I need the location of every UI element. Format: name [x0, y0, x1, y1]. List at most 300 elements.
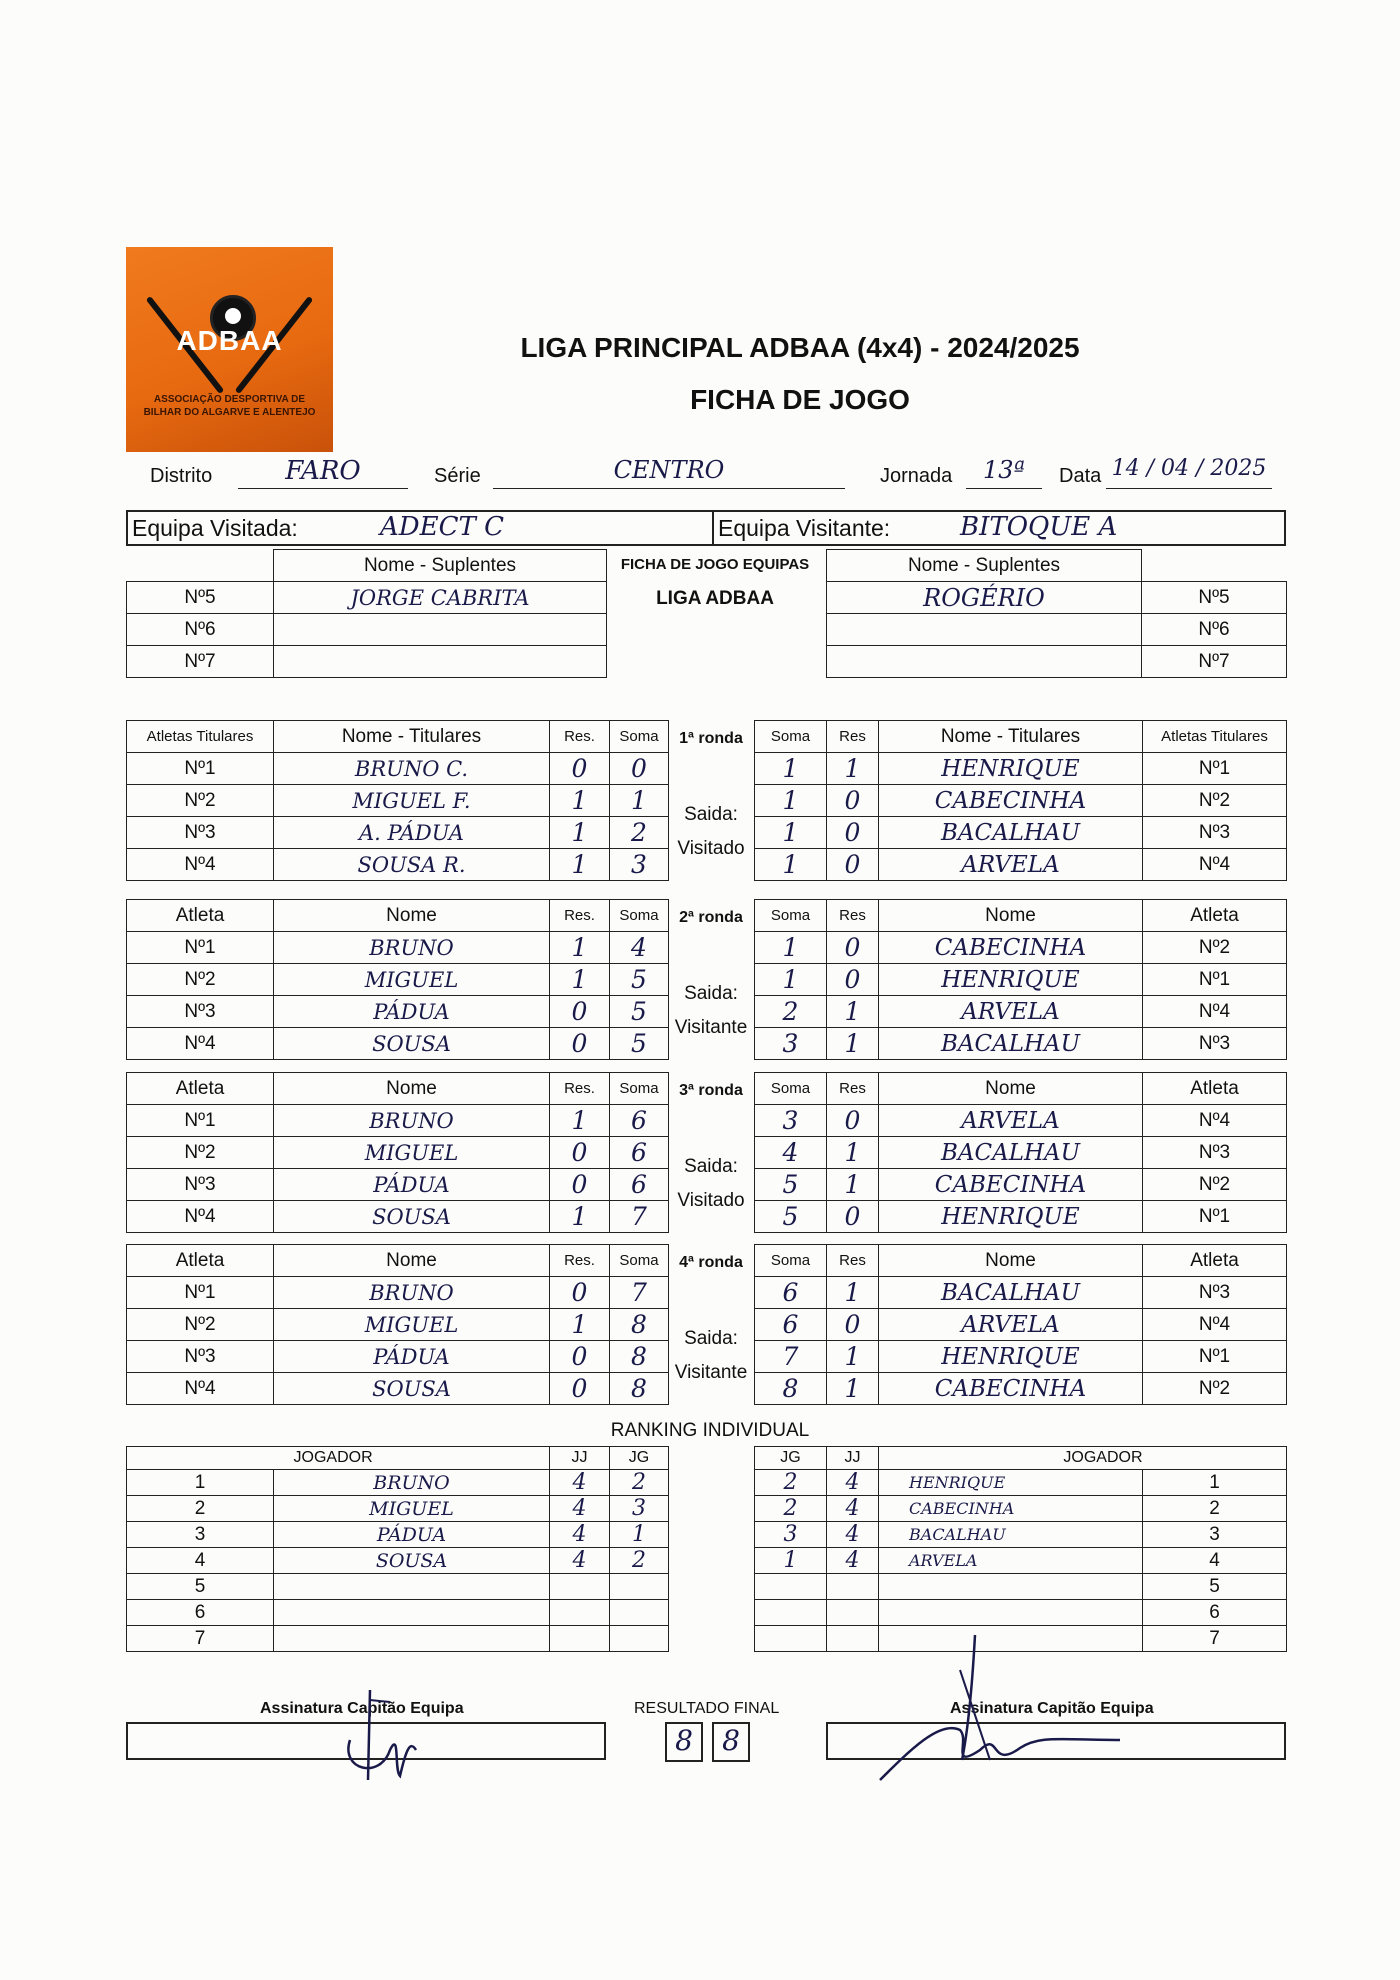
soma-cell[interactable]: 1 [755, 753, 827, 785]
rank-position: 4 [127, 1548, 274, 1574]
soma-cell[interactable]: 1 [755, 964, 827, 996]
rank-jg[interactable] [610, 1600, 669, 1626]
ranking-jj-header: JJ [827, 1447, 879, 1470]
visitante-label: Equipa Visitante: [718, 515, 891, 541]
suplentes-header: Nome - Suplentes [827, 550, 1142, 582]
athlete-number: Nº4 [1143, 1309, 1287, 1341]
soma-cell[interactable]: 1 [755, 932, 827, 964]
col-nome-header: Nome - Titulares [274, 721, 550, 753]
logo-name: ADBAA [176, 325, 283, 356]
athlete-number: Nº1 [1143, 1201, 1287, 1233]
col-res-header: Res [827, 900, 879, 932]
res-cell[interactable]: 1 [827, 1137, 879, 1169]
col-soma-header: Soma [755, 900, 827, 932]
col-soma-header: Soma [610, 900, 669, 932]
col-atleta-header: Atleta [1143, 1073, 1287, 1105]
athlete-number: Nº1 [1143, 753, 1287, 785]
table-row [755, 1169, 1287, 1201]
col-atleta-header: Atleta [127, 1073, 274, 1105]
res-cell[interactable]: 1 [827, 1373, 879, 1405]
col-nome-header: Nome [274, 1073, 550, 1105]
rank-jj[interactable]: 4 [827, 1522, 879, 1548]
rank-jj[interactable]: 4 [827, 1496, 879, 1522]
rank-position: 5 [1143, 1574, 1287, 1600]
athlete-number: Nº1 [1143, 1341, 1287, 1373]
soma-cell[interactable]: 2 [610, 817, 669, 849]
athlete-number: Nº2 [1143, 1169, 1287, 1201]
rank-jj[interactable] [827, 1574, 879, 1600]
rank-name[interactable]: BRUNO [274, 1470, 550, 1496]
athlete-name[interactable]: ARVELA [879, 1105, 1143, 1137]
athlete-name[interactable]: CABECINHA [879, 1169, 1143, 1201]
suplentes-header: Nome - Suplentes [274, 550, 607, 582]
athlete-number: Nº4 [1143, 849, 1287, 881]
round-away-table [754, 899, 1287, 1060]
table-row [755, 1105, 1287, 1137]
res-cell[interactable]: 1 [827, 1277, 879, 1309]
table-row [755, 785, 1287, 817]
table-row [755, 849, 1287, 881]
athlete-number: Nº3 [127, 1341, 274, 1373]
table-row [127, 1341, 669, 1373]
table-row [127, 1137, 669, 1169]
rank-jg[interactable]: 3 [755, 1522, 827, 1548]
table-row [127, 753, 669, 785]
soma-cell[interactable]: 2 [755, 996, 827, 1028]
rank-name[interactable] [274, 1574, 550, 1600]
sup-num: Nº5 [127, 582, 274, 614]
col-res-header: Res. [550, 900, 610, 932]
athlete-name[interactable]: HENRIQUE [879, 1341, 1143, 1373]
soma-cell[interactable]: 3 [755, 1105, 827, 1137]
soma-cell[interactable]: 3 [755, 1028, 827, 1060]
athlete-name[interactable]: BRUNO C. [274, 753, 550, 785]
jornada-label: Jornada [880, 465, 953, 487]
table-row [127, 1600, 669, 1626]
rank-jg[interactable] [755, 1600, 827, 1626]
col-soma-header: Soma [610, 1073, 669, 1105]
result-home: 8 [675, 1724, 693, 1757]
sup-num: Nº6 [127, 614, 274, 646]
page-title: LIGA PRINCIPAL ADBAA (4x4) - 2024/2025 [520, 332, 1080, 363]
sup-away-name[interactable] [827, 614, 1142, 646]
athlete-number: Nº2 [127, 1309, 274, 1341]
sup-away-name[interactable]: ROGÉRIO [827, 582, 1142, 614]
date-field[interactable]: 14 / 04 / 2025 [1106, 456, 1272, 489]
athlete-number: Nº3 [127, 817, 274, 849]
ranking-jogador-header: JOGADOR [274, 1447, 550, 1470]
visitante-team[interactable]: BITOQUE A [960, 512, 1118, 542]
res-cell[interactable]: 0 [550, 753, 610, 785]
res-cell[interactable]: 1 [827, 1169, 879, 1201]
distrito-field[interactable]: FARO [238, 456, 408, 489]
col-soma-header: Soma [755, 1073, 827, 1105]
athlete-name[interactable]: MIGUEL [274, 1309, 550, 1341]
logo-subtitle: ASSOCIAÇÃO DESPORTIVA DE BILHAR DO ALGARVE E ALENTEJO [143, 394, 316, 418]
rank-name[interactable] [274, 1600, 550, 1626]
soma-cell[interactable]: 1 [755, 817, 827, 849]
table-row [127, 1470, 669, 1496]
athlete-number: Nº4 [127, 1028, 274, 1060]
res-cell[interactable]: 0 [550, 1028, 610, 1060]
suplentes-home-table [126, 549, 607, 678]
round-label: 1ª ronda [679, 730, 743, 747]
table-row [755, 932, 1287, 964]
rank-name[interactable]: HENRIQUE [879, 1470, 1143, 1496]
table-row [755, 1574, 1287, 1600]
athlete-name[interactable]: CABECINHA [879, 785, 1143, 817]
athlete-name[interactable]: BACALHAU [879, 1028, 1143, 1060]
athlete-name[interactable]: SOUSA [274, 1201, 550, 1233]
sup-home-name[interactable]: JORGE CABRITA [274, 582, 607, 614]
athlete-name[interactable]: BRUNO [274, 1277, 550, 1309]
table-row [755, 1522, 1287, 1548]
rank-jj[interactable] [550, 1600, 610, 1626]
table-row [755, 964, 1287, 996]
rank-jj[interactable]: 4 [827, 1548, 879, 1574]
table-row [755, 1548, 1287, 1574]
athlete-number: Nº1 [127, 753, 274, 785]
jornada-field[interactable]: 13ª [966, 456, 1042, 489]
res-cell[interactable]: 0 [827, 932, 879, 964]
ranking-jj-header: JJ [550, 1447, 610, 1470]
table-row [127, 996, 669, 1028]
round-label: 4ª ronda [679, 1254, 743, 1271]
soma-cell[interactable]: 7 [610, 1201, 669, 1233]
athlete-number: Nº3 [127, 1169, 274, 1201]
table-row [127, 1105, 669, 1137]
rank-position: 2 [1143, 1496, 1287, 1522]
athlete-name[interactable]: PÁDUA [274, 1341, 550, 1373]
athlete-name[interactable]: ARVELA [879, 1309, 1143, 1341]
res-cell[interactable]: 1 [550, 849, 610, 881]
col-res-header: Res [827, 1073, 879, 1105]
result-home-box[interactable] [665, 1722, 703, 1762]
col-atleta-header: Atleta [127, 1245, 274, 1277]
athlete-name[interactable]: ARVELA [879, 996, 1143, 1028]
athlete-name[interactable]: PÁDUA [274, 996, 550, 1028]
soma-cell[interactable]: 8 [610, 1341, 669, 1373]
rank-jg[interactable]: 2 [610, 1548, 669, 1574]
rank-jg[interactable] [610, 1574, 669, 1600]
table-row [127, 1574, 669, 1600]
soma-cell[interactable]: 7 [610, 1277, 669, 1309]
table-row [755, 1277, 1287, 1309]
saida-value: Visitante [674, 1362, 748, 1383]
athlete-name[interactable]: MIGUEL [274, 1137, 550, 1169]
athlete-number: Nº1 [127, 1105, 274, 1137]
col-atleta-header: Atleta [1143, 900, 1287, 932]
table-row [127, 1626, 669, 1652]
athlete-name[interactable]: HENRIQUE [879, 964, 1143, 996]
athlete-number: Nº4 [127, 849, 274, 881]
res-cell[interactable]: 0 [827, 785, 879, 817]
athlete-number: Nº2 [127, 1137, 274, 1169]
signature-right [850, 1630, 1130, 1790]
athlete-name[interactable]: MIGUEL [274, 964, 550, 996]
rank-jg[interactable] [755, 1626, 827, 1652]
table-row [127, 1373, 669, 1405]
sup-num: Nº6 [1142, 614, 1287, 646]
rank-name[interactable] [879, 1574, 1143, 1600]
table-row [755, 1600, 1287, 1626]
athlete-number: Nº2 [127, 964, 274, 996]
athlete-name[interactable]: CABECINHA [879, 1373, 1143, 1405]
soma-cell[interactable]: 5 [610, 1028, 669, 1060]
athlete-name[interactable]: BRUNO [274, 1105, 550, 1137]
round-home-table [126, 720, 669, 881]
athlete-name[interactable]: BACALHAU [879, 817, 1143, 849]
rank-jg[interactable]: 3 [610, 1496, 669, 1522]
soma-cell[interactable]: 4 [610, 932, 669, 964]
soma-cell[interactable]: 6 [755, 1277, 827, 1309]
soma-cell[interactable]: 6 [610, 1169, 669, 1201]
adbaa-logo [126, 247, 333, 452]
round-home-table [126, 899, 669, 1060]
athlete-name[interactable]: BACALHAU [879, 1277, 1143, 1309]
rank-jg[interactable]: 2 [755, 1496, 827, 1522]
res-cell[interactable]: 1 [550, 817, 610, 849]
athlete-name[interactable]: ARVELA [879, 849, 1143, 881]
athlete-number: Nº1 [1143, 964, 1287, 996]
sup-home-name[interactable] [274, 646, 607, 678]
athlete-number: Nº3 [1143, 817, 1287, 849]
sup-num: Nº7 [127, 646, 274, 678]
table-row [755, 1496, 1287, 1522]
round-home-table [126, 1072, 669, 1233]
rank-jj[interactable] [550, 1574, 610, 1600]
res-cell[interactable]: 0 [550, 1277, 610, 1309]
col-nome-header: Nome [274, 900, 550, 932]
rank-name[interactable]: BACALHAU [879, 1522, 1143, 1548]
sig-left-label: Assinatura Capitão Equipa [260, 1700, 464, 1717]
visitada-label: Equipa Visitada: [132, 515, 298, 541]
sup-num: Nº7 [1142, 646, 1287, 678]
athlete-name[interactable]: MIGUEL F. [274, 785, 550, 817]
col-res-header: Res. [550, 1245, 610, 1277]
table-row [755, 1373, 1287, 1405]
athlete-number: Nº2 [1143, 1373, 1287, 1405]
table-row [127, 1277, 669, 1309]
rank-jg[interactable]: 2 [610, 1470, 669, 1496]
res-cell[interactable]: 1 [550, 964, 610, 996]
rank-jj[interactable] [550, 1626, 610, 1652]
athlete-name[interactable]: BACALHAU [879, 1137, 1143, 1169]
athlete-number: Nº1 [127, 932, 274, 964]
table-row [127, 1201, 669, 1233]
rank-name[interactable]: MIGUEL [274, 1496, 550, 1522]
rank-position: 3 [127, 1522, 274, 1548]
res-cell[interactable]: 0 [550, 996, 610, 1028]
rank-jj[interactable]: 4 [550, 1548, 610, 1574]
soma-cell[interactable]: 1 [755, 785, 827, 817]
athlete-name[interactable]: SOUSA R. [274, 849, 550, 881]
col-nome-header: Nome [879, 900, 1143, 932]
soma-cell[interactable]: 0 [610, 753, 669, 785]
res-cell[interactable]: 0 [550, 1373, 610, 1405]
ranking-jogador-header: JOGADOR [879, 1447, 1143, 1470]
soma-cell[interactable]: 7 [755, 1341, 827, 1373]
rank-position: 1 [127, 1470, 274, 1496]
res-cell[interactable]: 1 [827, 1341, 879, 1373]
rank-jj[interactable]: 4 [550, 1496, 610, 1522]
res-cell[interactable]: 1 [550, 785, 610, 817]
athlete-number: Nº4 [127, 1201, 274, 1233]
teams-divider [712, 510, 714, 546]
table-row [127, 817, 669, 849]
rank-position: 2 [127, 1496, 274, 1522]
rank-name[interactable]: CABECINHA [879, 1496, 1143, 1522]
res-cell[interactable]: 1 [827, 1028, 879, 1060]
rank-jj[interactable]: 4 [550, 1522, 610, 1548]
res-cell[interactable]: 1 [550, 1105, 610, 1137]
round-away-table [754, 1244, 1287, 1405]
result-label: RESULTADO FINAL [634, 1700, 780, 1717]
table-row [127, 1522, 669, 1548]
col-soma-header: Soma [610, 1245, 669, 1277]
soma-cell[interactable]: 3 [610, 849, 669, 881]
ranking-jg-header: JG [755, 1447, 827, 1470]
sup-home-name[interactable] [274, 614, 607, 646]
soma-cell[interactable]: 8 [610, 1309, 669, 1341]
res-cell[interactable]: 0 [827, 1309, 879, 1341]
table-row [755, 753, 1287, 785]
round-label: 2ª ronda [679, 909, 743, 926]
athlete-name[interactable]: SOUSA [274, 1373, 550, 1405]
saida-value: Visitante [674, 1017, 748, 1038]
athlete-number: Nº4 [1143, 1105, 1287, 1137]
table-row [755, 1470, 1287, 1496]
rank-jg[interactable]: 1 [755, 1548, 827, 1574]
res-cell[interactable]: 0 [550, 1341, 610, 1373]
athlete-name[interactable]: A. PÁDUA [274, 817, 550, 849]
center-sub: LIGA ADBAA [656, 588, 774, 609]
round-home-table [126, 1244, 669, 1405]
res-cell[interactable]: 1 [550, 1309, 610, 1341]
col-soma-header: Soma [755, 1245, 827, 1277]
athlete-number: Nº3 [1143, 1277, 1287, 1309]
res-cell[interactable]: 1 [550, 1201, 610, 1233]
soma-cell[interactable]: 4 [755, 1137, 827, 1169]
ranking-jg-header: JG [610, 1447, 669, 1470]
athlete-number: Nº2 [1143, 932, 1287, 964]
soma-cell[interactable]: 6 [755, 1309, 827, 1341]
athlete-name[interactable]: CABECINHA [879, 932, 1143, 964]
res-cell[interactable]: 0 [550, 1169, 610, 1201]
res-cell[interactable]: 1 [827, 996, 879, 1028]
res-cell[interactable]: 0 [827, 849, 879, 881]
soma-cell[interactable]: 5 [755, 1169, 827, 1201]
table-row [127, 1028, 669, 1060]
res-cell[interactable]: 0 [827, 817, 879, 849]
res-cell[interactable]: 1 [827, 753, 879, 785]
table-row [127, 849, 669, 881]
rank-jj[interactable]: 4 [827, 1470, 879, 1496]
result-away: 8 [722, 1724, 740, 1757]
sup-away-name[interactable] [827, 646, 1142, 678]
round-away-table [754, 1072, 1287, 1233]
rank-jj[interactable] [827, 1600, 879, 1626]
res-cell[interactable]: 0 [827, 964, 879, 996]
soma-cell[interactable]: 6 [610, 1137, 669, 1169]
res-cell[interactable]: 1 [550, 932, 610, 964]
soma-cell[interactable]: 1 [755, 849, 827, 881]
soma-cell[interactable]: 5 [755, 1201, 827, 1233]
serie-label: Série [434, 465, 481, 487]
signature-left [330, 1680, 450, 1790]
rank-jg[interactable]: 2 [755, 1470, 827, 1496]
col-res-header: Res. [550, 1073, 610, 1105]
soma-cell[interactable]: 1 [610, 785, 669, 817]
athlete-number: Nº1 [127, 1277, 274, 1309]
rank-name[interactable] [274, 1626, 550, 1652]
athlete-number: Nº4 [127, 1373, 274, 1405]
table-row [755, 1137, 1287, 1169]
serie-field[interactable]: CENTRO [493, 456, 845, 489]
table-row [127, 1496, 669, 1522]
table-row [755, 996, 1287, 1028]
ranking-title: RANKING INDIVIDUAL [610, 1420, 810, 1441]
rank-position: 3 [1143, 1522, 1287, 1548]
rank-position: 1 [1143, 1470, 1287, 1496]
col-nome-header: Nome - Titulares [879, 721, 1143, 753]
saida-label: Saida: [684, 804, 738, 825]
rank-jg[interactable]: 1 [610, 1522, 669, 1548]
athlete-name[interactable]: HENRIQUE [879, 1201, 1143, 1233]
athlete-number: Nº2 [127, 785, 274, 817]
athlete-name[interactable]: HENRIQUE [879, 753, 1143, 785]
saida-label: Saida: [684, 983, 738, 1004]
ranking-away-table [754, 1446, 1287, 1652]
rank-name[interactable] [879, 1600, 1143, 1626]
result-away-box[interactable] [712, 1722, 750, 1762]
rank-jg[interactable] [610, 1626, 669, 1652]
soma-cell[interactable]: 6 [610, 1105, 669, 1137]
rank-position: 6 [1143, 1600, 1287, 1626]
table-row [127, 964, 669, 996]
rank-position: 5 [127, 1574, 274, 1600]
athlete-name[interactable]: SOUSA [274, 1028, 550, 1060]
athlete-number: Nº3 [1143, 1137, 1287, 1169]
soma-cell[interactable]: 5 [610, 996, 669, 1028]
table-row [755, 1201, 1287, 1233]
sig-right-label: Assinatura Capitão Equipa [950, 1700, 1154, 1717]
res-cell[interactable]: 0 [827, 1105, 879, 1137]
col-soma-header: Soma [755, 721, 827, 753]
rank-position: 4 [1143, 1548, 1287, 1574]
rank-name[interactable]: SOUSA [274, 1548, 550, 1574]
rank-name[interactable]: PÁDUA [274, 1522, 550, 1548]
rank-name[interactable]: ARVELA [879, 1548, 1143, 1574]
res-cell[interactable]: 0 [550, 1137, 610, 1169]
visitada-team[interactable]: ADECT C [380, 512, 504, 542]
athlete-name[interactable]: BRUNO [274, 932, 550, 964]
col-res-header: Res [827, 721, 879, 753]
rank-jj[interactable]: 4 [550, 1470, 610, 1496]
table-row [127, 785, 669, 817]
rank-jg[interactable] [755, 1574, 827, 1600]
soma-cell[interactable]: 8 [755, 1373, 827, 1405]
athlete-name[interactable]: PÁDUA [274, 1169, 550, 1201]
saida-value: Visitado [677, 838, 745, 859]
soma-cell[interactable]: 5 [610, 964, 669, 996]
soma-cell[interactable]: 8 [610, 1373, 669, 1405]
col-atleta-header: Atleta [1143, 1245, 1287, 1277]
athlete-number: Nº3 [127, 996, 274, 1028]
table-row [755, 1028, 1287, 1060]
res-cell[interactable]: 0 [827, 1201, 879, 1233]
table-row [127, 1309, 669, 1341]
